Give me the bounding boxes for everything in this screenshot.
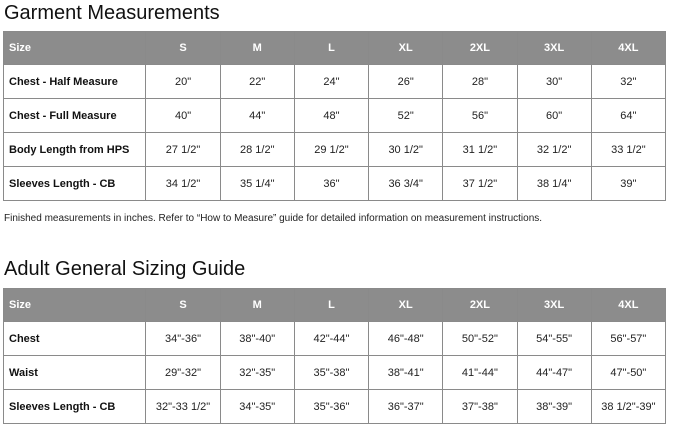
header-size: Size — [4, 289, 146, 322]
row-label: Waist — [4, 356, 146, 390]
table-cell: 29"-32" — [146, 356, 220, 390]
table-row — [4, 65, 666, 99]
header-size-m: M — [220, 289, 294, 322]
header-size-4xl: 4XL — [591, 289, 665, 322]
row-label: Sleeves Length - CB — [4, 390, 146, 424]
table-cell: 34"-35" — [220, 390, 294, 424]
table-cell: 60" — [517, 99, 591, 133]
table-cell: 34 1/2" — [146, 167, 220, 201]
header-size-3xl: 3XL — [517, 289, 591, 322]
table-cell: 39" — [591, 167, 665, 201]
table-cell: 38"-41" — [369, 356, 443, 390]
table-cell: 20" — [146, 65, 220, 99]
adult-sizing-table — [3, 288, 666, 424]
garment-measurements-table — [3, 31, 666, 201]
table-row — [4, 99, 666, 133]
table-cell: 31 1/2" — [443, 133, 517, 167]
table-cell: 35"-38" — [294, 356, 368, 390]
row-label: Chest - Half Measure — [4, 65, 146, 99]
table-cell: 32" — [591, 65, 665, 99]
table-cell: 32"-33 1/2" — [146, 390, 220, 424]
table-header-row — [4, 289, 666, 322]
table-cell: 29 1/2" — [294, 133, 368, 167]
header-size-2xl: 2XL — [443, 32, 517, 65]
table-cell: 36" — [294, 167, 368, 201]
table-cell: 32 1/2" — [517, 133, 591, 167]
table-cell: 56"-57" — [591, 322, 665, 356]
table-cell: 56" — [443, 99, 517, 133]
table-cell: 30" — [517, 65, 591, 99]
table-cell: 47"-50" — [591, 356, 665, 390]
table-cell: 46"-48" — [369, 322, 443, 356]
table-cell: 28" — [443, 65, 517, 99]
table-row — [4, 167, 666, 201]
table-cell: 30 1/2" — [369, 133, 443, 167]
table-cell: 52" — [369, 99, 443, 133]
table-cell: 27 1/2" — [146, 133, 220, 167]
row-label: Body Length from HPS — [4, 133, 146, 167]
table-cell: 35"-36" — [294, 390, 368, 424]
header-size-3xl: 3XL — [517, 32, 591, 65]
table-cell: 38"-39" — [517, 390, 591, 424]
table-cell: 22" — [220, 65, 294, 99]
table-cell: 42"-44" — [294, 322, 368, 356]
table-cell: 26" — [369, 65, 443, 99]
header-size-l: L — [294, 289, 368, 322]
header-size-s: S — [146, 289, 220, 322]
row-label: Chest - Full Measure — [4, 99, 146, 133]
table-cell: 48" — [294, 99, 368, 133]
table-cell: 44" — [220, 99, 294, 133]
adult-sizing-guide-title: Adult General Sizing Guide — [4, 258, 246, 280]
table-header-row — [4, 32, 666, 65]
header-size-l: L — [294, 32, 368, 65]
table-cell: 38"-40" — [220, 322, 294, 356]
table-cell: 34"-36" — [146, 322, 220, 356]
header-size-m: M — [220, 32, 294, 65]
header-size-2xl: 2XL — [443, 289, 517, 322]
table-cell: 33 1/2" — [591, 133, 665, 167]
table-cell: 28 1/2" — [220, 133, 294, 167]
header-size-xl: XL — [369, 32, 443, 65]
row-label: Sleeves Length - CB — [4, 167, 146, 201]
garment-measurements-title: Garment Measurements — [4, 2, 220, 24]
header-size-s: S — [146, 32, 220, 65]
table-cell: 44"-47" — [517, 356, 591, 390]
table-cell: 41"-44" — [443, 356, 517, 390]
table-cell: 38 1/4" — [517, 167, 591, 201]
table-cell: 50"-52" — [443, 322, 517, 356]
header-size-xl: XL — [369, 289, 443, 322]
header-size-4xl: 4XL — [591, 32, 665, 65]
table-cell: 24" — [294, 65, 368, 99]
table-cell: 40" — [146, 99, 220, 133]
measurement-note: Finished measurements in inches. Refer to “How to Measure” guide for detailed information on measurement instructions. — [4, 213, 543, 224]
table-row — [4, 356, 666, 390]
table-cell: 64" — [591, 99, 665, 133]
table-row — [4, 390, 666, 424]
table-cell: 37 1/2" — [443, 167, 517, 201]
table-cell: 32"-35" — [220, 356, 294, 390]
table-row — [4, 322, 666, 356]
row-label: Chest — [4, 322, 146, 356]
table-cell: 36"-37" — [369, 390, 443, 424]
table-cell: 37"-38" — [443, 390, 517, 424]
table-row — [4, 133, 666, 167]
table-cell: 38 1/2"-39" — [591, 390, 665, 424]
header-size: Size — [4, 32, 146, 65]
table-cell: 54"-55" — [517, 322, 591, 356]
table-cell: 36 3/4" — [369, 167, 443, 201]
table-cell: 35 1/4" — [220, 167, 294, 201]
